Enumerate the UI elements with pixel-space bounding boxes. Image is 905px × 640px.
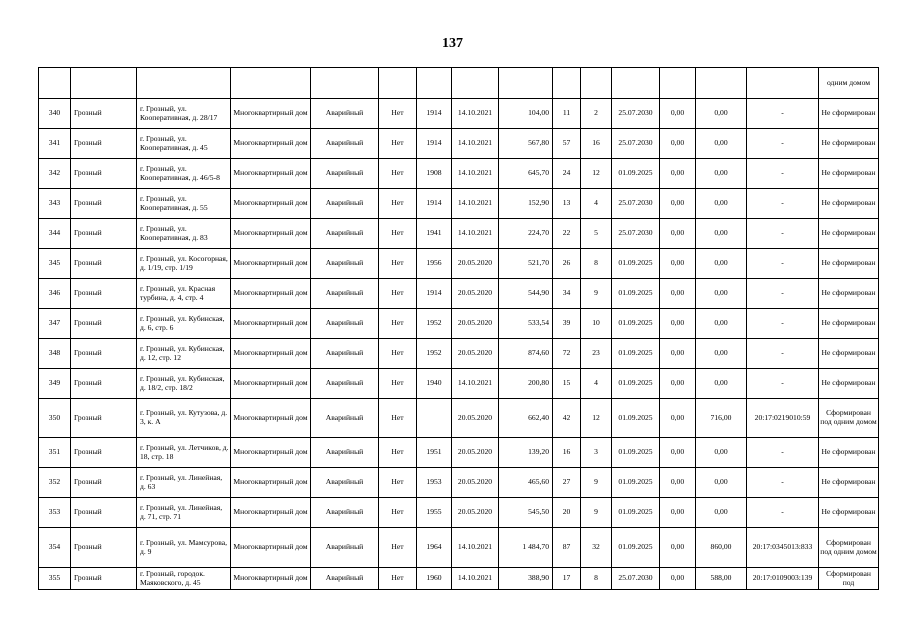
area-cell: 544,90 <box>499 279 553 309</box>
residents-count-cell: 16 <box>553 438 581 468</box>
apartments-count-cell: 9 <box>581 279 612 309</box>
value1-cell: 0,00 <box>660 369 696 399</box>
flag-cell: Нет <box>379 189 417 219</box>
residents-count-cell: 72 <box>553 339 581 369</box>
flag-cell: Нет <box>379 99 417 129</box>
residents-count-cell: 39 <box>553 309 581 339</box>
condition-cell: Аварийный <box>311 528 379 568</box>
address-cell: г. Грозный, ул. Кооперативная, д. 28/17 <box>137 99 231 129</box>
address-cell: г. Грозный, ул. Кубинская, д. 18/2, стр. 18/2 <box>137 369 231 399</box>
resettlement-date-cell: 01.09.2025 <box>612 279 660 309</box>
apartments-count-cell: 5 <box>581 219 612 249</box>
resettlement-date-cell: 25.07.2030 <box>612 219 660 249</box>
city-cell: Грозный <box>71 498 137 528</box>
plot-area-cell: 716,00 <box>696 399 747 438</box>
address-cell: г. Грозный, ул. Кубинская, д. 6, стр. 6 <box>137 309 231 339</box>
plot-status-cell: Не сформирован <box>819 129 879 159</box>
table-row <box>39 468 879 498</box>
plot-area-cell: 0,00 <box>696 219 747 249</box>
building-type-cell: Многоквартирный дом <box>231 438 311 468</box>
resettlement-date-cell: 25.07.2030 <box>612 568 660 590</box>
cadastral-number-cell: - <box>747 438 819 468</box>
plot-status-cell: Не сформирован <box>819 219 879 249</box>
building-type-cell: Многоквартирный дом <box>231 189 311 219</box>
plot-status-cell: Не сформирован <box>819 309 879 339</box>
value1-cell: 0,00 <box>660 309 696 339</box>
residents-count-cell: 11 <box>553 99 581 129</box>
year-cell: 1964 <box>417 528 452 568</box>
city-cell: Грозный <box>71 438 137 468</box>
residents-count-cell: 42 <box>553 399 581 438</box>
building-type-cell: Многоквартирный дом <box>231 249 311 279</box>
condition-cell: Аварийный <box>311 438 379 468</box>
resettlement-date-cell: 01.09.2025 <box>612 369 660 399</box>
row-number-cell: 355 <box>39 568 71 590</box>
plot-status-cell: Сформирован под одним домом <box>819 528 879 568</box>
apartments-count-cell: 23 <box>581 339 612 369</box>
cadastral-number-cell: - <box>747 498 819 528</box>
address-cell: г. Грозный, ул. Кутузова, д. 3, к. А <box>137 399 231 438</box>
city-cell: Грозный <box>71 159 137 189</box>
recognition-date-cell: 20.05.2020 <box>452 249 499 279</box>
area-cell: 521,70 <box>499 249 553 279</box>
building-type-cell: Многоквартирный дом <box>231 279 311 309</box>
apartments-count-cell: 8 <box>581 249 612 279</box>
flag-cell: Нет <box>379 399 417 438</box>
residents-count-cell: 87 <box>553 528 581 568</box>
area-cell: 645,70 <box>499 159 553 189</box>
condition-cell: Аварийный <box>311 568 379 590</box>
cadastral-number-cell: - <box>747 369 819 399</box>
table-row <box>39 249 879 279</box>
cadastral-number-cell: - <box>747 339 819 369</box>
city-cell: Грозный <box>71 309 137 339</box>
continuation-status-cell: одним домом <box>819 68 879 99</box>
value1-cell: 0,00 <box>660 249 696 279</box>
city-cell: Грозный <box>71 249 137 279</box>
plot-status-cell: Не сформирован <box>819 249 879 279</box>
plot-status-cell: Не сформирован <box>819 99 879 129</box>
city-cell: Грозный <box>71 129 137 159</box>
address-cell: г. Грозный, ул. Летчиков, д. 18, стр. 18 <box>137 438 231 468</box>
resettlement-date-cell: 01.09.2025 <box>612 438 660 468</box>
plot-area-cell: 0,00 <box>696 438 747 468</box>
housing-registry-table <box>38 67 879 590</box>
area-cell: 224,70 <box>499 219 553 249</box>
residents-count-cell: 17 <box>553 568 581 590</box>
building-type-cell: Многоквартирный дом <box>231 159 311 189</box>
city-cell: Грозный <box>71 219 137 249</box>
building-type-cell: Многоквартирный дом <box>231 369 311 399</box>
resettlement-date-cell: 01.09.2025 <box>612 339 660 369</box>
plot-area-cell: 0,00 <box>696 309 747 339</box>
city-cell: Грозный <box>71 528 137 568</box>
year-cell: 1951 <box>417 438 452 468</box>
cadastral-number-cell: - <box>747 129 819 159</box>
city-cell: Грозный <box>71 399 137 438</box>
table-row <box>39 498 879 528</box>
value1-cell: 0,00 <box>660 568 696 590</box>
plot-status-cell: Сформирован под одним домом <box>819 399 879 438</box>
city-cell: Грозный <box>71 339 137 369</box>
table-row <box>39 399 879 438</box>
condition-cell: Аварийный <box>311 369 379 399</box>
apartments-count-cell: 12 <box>581 399 612 438</box>
residents-count-cell: 20 <box>553 498 581 528</box>
apartments-count-cell: 3 <box>581 438 612 468</box>
plot-area-cell: 0,00 <box>696 159 747 189</box>
table-row <box>39 568 879 590</box>
condition-cell: Аварийный <box>311 99 379 129</box>
recognition-date-cell: 20.05.2020 <box>452 279 499 309</box>
address-cell: г. Грозный, ул. Кубинская, д. 12, стр. 12 <box>137 339 231 369</box>
table-row <box>39 159 879 189</box>
city-cell: Грозный <box>71 468 137 498</box>
condition-cell: Аварийный <box>311 309 379 339</box>
area-cell: 874,60 <box>499 339 553 369</box>
apartments-count-cell: 9 <box>581 468 612 498</box>
year-cell: 1956 <box>417 249 452 279</box>
area-cell: 545,50 <box>499 498 553 528</box>
recognition-date-cell: 14.10.2021 <box>452 528 499 568</box>
cadastral-number-cell: - <box>747 468 819 498</box>
plot-area-cell: 0,00 <box>696 249 747 279</box>
address-cell: г. Грозный, ул. Косогорная, д. 1/19, стр. 1/19 <box>137 249 231 279</box>
value1-cell: 0,00 <box>660 528 696 568</box>
apartments-count-cell: 8 <box>581 568 612 590</box>
row-number-cell: 341 <box>39 129 71 159</box>
flag-cell: Нет <box>379 249 417 279</box>
area-cell: 533,54 <box>499 309 553 339</box>
plot-area-cell: 860,00 <box>696 528 747 568</box>
building-type-cell: Многоквартирный дом <box>231 399 311 438</box>
value1-cell: 0,00 <box>660 438 696 468</box>
flag-cell: Нет <box>379 159 417 189</box>
condition-cell: Аварийный <box>311 279 379 309</box>
address-cell: г. Грозный, ул. Красная турбина, д. 4, стр. 4 <box>137 279 231 309</box>
value1-cell: 0,00 <box>660 129 696 159</box>
row-number-cell: 353 <box>39 498 71 528</box>
apartments-count-cell: 2 <box>581 99 612 129</box>
value1-cell: 0,00 <box>660 468 696 498</box>
value1-cell: 0,00 <box>660 99 696 129</box>
condition-cell: Аварийный <box>311 159 379 189</box>
cadastral-number-cell: - <box>747 249 819 279</box>
plot-area-cell: 0,00 <box>696 498 747 528</box>
apartments-count-cell: 10 <box>581 309 612 339</box>
plot-status-cell: Не сформирован <box>819 369 879 399</box>
plot-status-cell: Не сформирован <box>819 438 879 468</box>
address-cell: г. Грозный, ул. Кооперативная, д. 46/5-8 <box>137 159 231 189</box>
city-cell: Грозный <box>71 369 137 399</box>
year-cell: 1952 <box>417 309 452 339</box>
residents-count-cell: 13 <box>553 189 581 219</box>
plot-status-cell: Не сформирован <box>819 339 879 369</box>
city-cell: Грозный <box>71 189 137 219</box>
address-cell: г. Грозный, городок. Маяковского, д. 45 <box>137 568 231 590</box>
plot-status-cell: Не сформирован <box>819 159 879 189</box>
year-cell: 1941 <box>417 219 452 249</box>
cadastral-number-cell: 20:17:0109003:139 <box>747 568 819 590</box>
cadastral-number-cell: - <box>747 279 819 309</box>
condition-cell: Аварийный <box>311 129 379 159</box>
row-number-cell: 342 <box>39 159 71 189</box>
row-number-cell: 352 <box>39 468 71 498</box>
condition-cell: Аварийный <box>311 498 379 528</box>
row-number-cell: 351 <box>39 438 71 468</box>
year-cell: 1914 <box>417 129 452 159</box>
recognition-date-cell: 14.10.2021 <box>452 189 499 219</box>
cadastral-number-cell: 20:17:0219010:59 <box>747 399 819 438</box>
plot-status-cell: Не сформирован <box>819 498 879 528</box>
table-row <box>39 528 879 568</box>
value1-cell: 0,00 <box>660 189 696 219</box>
table-row <box>39 339 879 369</box>
building-type-cell: Многоквартирный дом <box>231 129 311 159</box>
table-body <box>39 68 879 590</box>
value1-cell: 0,00 <box>660 219 696 249</box>
resettlement-date-cell: 01.09.2025 <box>612 159 660 189</box>
address-cell: г. Грозный, ул. Кооперативная, д. 55 <box>137 189 231 219</box>
residents-count-cell: 15 <box>553 369 581 399</box>
recognition-date-cell: 20.05.2020 <box>452 468 499 498</box>
row-number-cell: 348 <box>39 339 71 369</box>
plot-status-cell: Не сформирован <box>819 279 879 309</box>
table-row <box>39 219 879 249</box>
residents-count-cell: 34 <box>553 279 581 309</box>
area-cell: 662,40 <box>499 399 553 438</box>
resettlement-date-cell: 01.09.2025 <box>612 399 660 438</box>
cadastral-number-cell: - <box>747 99 819 129</box>
plot-status-cell: Не сформирован <box>819 189 879 219</box>
year-cell: 1960 <box>417 568 452 590</box>
year-cell: 1953 <box>417 468 452 498</box>
value1-cell: 0,00 <box>660 159 696 189</box>
condition-cell: Аварийный <box>311 189 379 219</box>
row-number-cell: 354 <box>39 528 71 568</box>
resettlement-date-cell: 01.09.2025 <box>612 468 660 498</box>
row-number-cell: 345 <box>39 249 71 279</box>
cadastral-number-cell: - <box>747 189 819 219</box>
recognition-date-cell: 14.10.2021 <box>452 568 499 590</box>
residents-count-cell: 22 <box>553 219 581 249</box>
resettlement-date-cell: 01.09.2025 <box>612 498 660 528</box>
cadastral-number-cell: - <box>747 219 819 249</box>
recognition-date-cell: 14.10.2021 <box>452 129 499 159</box>
city-cell: Грозный <box>71 279 137 309</box>
building-type-cell: Многоквартирный дом <box>231 99 311 129</box>
area-cell: 1 484,70 <box>499 528 553 568</box>
flag-cell: Нет <box>379 528 417 568</box>
condition-cell: Аварийный <box>311 468 379 498</box>
area-cell: 139,20 <box>499 438 553 468</box>
table-row <box>39 189 879 219</box>
row-number-cell: 343 <box>39 189 71 219</box>
recognition-date-cell: 14.10.2021 <box>452 159 499 189</box>
recognition-date-cell: 14.10.2021 <box>452 219 499 249</box>
flag-cell: Нет <box>379 498 417 528</box>
recognition-date-cell: 20.05.2020 <box>452 309 499 339</box>
flag-cell: Нет <box>379 279 417 309</box>
plot-area-cell: 0,00 <box>696 189 747 219</box>
row-number-cell: 350 <box>39 399 71 438</box>
apartments-count-cell: 16 <box>581 129 612 159</box>
year-cell: 1952 <box>417 339 452 369</box>
row-number-cell: 344 <box>39 219 71 249</box>
city-cell: Грозный <box>71 99 137 129</box>
year-cell: 1908 <box>417 159 452 189</box>
building-type-cell: Многоквартирный дом <box>231 498 311 528</box>
flag-cell: Нет <box>379 339 417 369</box>
area-cell: 152,90 <box>499 189 553 219</box>
building-type-cell: Многоквартирный дом <box>231 219 311 249</box>
plot-area-cell: 588,00 <box>696 568 747 590</box>
building-type-cell: Многоквартирный дом <box>231 568 311 590</box>
plot-status-cell: Сформирован под <box>819 568 879 590</box>
resettlement-date-cell: 25.07.2030 <box>612 189 660 219</box>
flag-cell: Нет <box>379 219 417 249</box>
resettlement-date-cell: 01.09.2025 <box>612 309 660 339</box>
table-row <box>39 309 879 339</box>
apartments-count-cell: 4 <box>581 369 612 399</box>
table-row <box>39 438 879 468</box>
recognition-date-cell: 20.05.2020 <box>452 399 499 438</box>
continuation-row <box>39 68 879 99</box>
flag-cell: Нет <box>379 468 417 498</box>
resettlement-date-cell: 25.07.2030 <box>612 99 660 129</box>
row-number-cell: 347 <box>39 309 71 339</box>
condition-cell: Аварийный <box>311 399 379 438</box>
resettlement-date-cell: 01.09.2025 <box>612 528 660 568</box>
recognition-date-cell: 20.05.2020 <box>452 339 499 369</box>
page-number: 137 <box>442 36 463 51</box>
year-cell: 1955 <box>417 498 452 528</box>
value1-cell: 0,00 <box>660 498 696 528</box>
cadastral-number-cell: - <box>747 159 819 189</box>
plot-status-cell: Не сформирован <box>819 468 879 498</box>
building-type-cell: Многоквартирный дом <box>231 468 311 498</box>
value1-cell: 0,00 <box>660 339 696 369</box>
row-number-cell: 346 <box>39 279 71 309</box>
flag-cell: Нет <box>379 369 417 399</box>
flag-cell: Нет <box>379 129 417 159</box>
plot-area-cell: 0,00 <box>696 99 747 129</box>
apartments-count-cell: 4 <box>581 189 612 219</box>
building-type-cell: Многоквартирный дом <box>231 309 311 339</box>
table-row <box>39 369 879 399</box>
year-cell: 1914 <box>417 279 452 309</box>
address-cell: г. Грозный, ул. Кооперативная, д. 45 <box>137 129 231 159</box>
value1-cell: 0,00 <box>660 399 696 438</box>
apartments-count-cell: 9 <box>581 498 612 528</box>
area-cell: 388,90 <box>499 568 553 590</box>
value1-cell: 0,00 <box>660 279 696 309</box>
city-cell: Грозный <box>71 568 137 590</box>
residents-count-cell: 24 <box>553 159 581 189</box>
residents-count-cell: 57 <box>553 129 581 159</box>
row-number-cell: 340 <box>39 99 71 129</box>
flag-cell: Нет <box>379 309 417 339</box>
building-type-cell: Многоквартирный дом <box>231 528 311 568</box>
recognition-date-cell: 14.10.2021 <box>452 99 499 129</box>
table-row <box>39 279 879 309</box>
resettlement-date-cell: 01.09.2025 <box>612 249 660 279</box>
residents-count-cell: 27 <box>553 468 581 498</box>
year-cell <box>417 399 452 438</box>
condition-cell: Аварийный <box>311 339 379 369</box>
area-cell: 465,60 <box>499 468 553 498</box>
area-cell: 104,00 <box>499 99 553 129</box>
recognition-date-cell: 20.05.2020 <box>452 498 499 528</box>
address-cell: г. Грозный, ул. Линейная, д. 71, стр. 71 <box>137 498 231 528</box>
area-cell: 567,80 <box>499 129 553 159</box>
address-cell: г. Грозный, ул. Мамсурова, д. 9 <box>137 528 231 568</box>
plot-area-cell: 0,00 <box>696 129 747 159</box>
year-cell: 1940 <box>417 369 452 399</box>
plot-area-cell: 0,00 <box>696 468 747 498</box>
area-cell: 200,80 <box>499 369 553 399</box>
cadastral-number-cell: - <box>747 309 819 339</box>
recognition-date-cell: 14.10.2021 <box>452 369 499 399</box>
recognition-date-cell: 20.05.2020 <box>452 438 499 468</box>
table-row <box>39 99 879 129</box>
flag-cell: Нет <box>379 568 417 590</box>
address-cell: г. Грозный, ул. Кооперативная, д. 83 <box>137 219 231 249</box>
apartments-count-cell: 12 <box>581 159 612 189</box>
residents-count-cell: 26 <box>553 249 581 279</box>
year-cell: 1914 <box>417 189 452 219</box>
building-type-cell: Многоквартирный дом <box>231 339 311 369</box>
address-cell: г. Грозный, ул. Линейная, д. 63 <box>137 468 231 498</box>
resettlement-date-cell: 25.07.2030 <box>612 129 660 159</box>
condition-cell: Аварийный <box>311 249 379 279</box>
condition-cell: Аварийный <box>311 219 379 249</box>
flag-cell: Нет <box>379 438 417 468</box>
plot-area-cell: 0,00 <box>696 339 747 369</box>
cadastral-number-cell: 20:17:0345013:833 <box>747 528 819 568</box>
table-row <box>39 129 879 159</box>
plot-area-cell: 0,00 <box>696 279 747 309</box>
plot-area-cell: 0,00 <box>696 369 747 399</box>
year-cell: 1914 <box>417 99 452 129</box>
row-number-cell: 349 <box>39 369 71 399</box>
apartments-count-cell: 32 <box>581 528 612 568</box>
